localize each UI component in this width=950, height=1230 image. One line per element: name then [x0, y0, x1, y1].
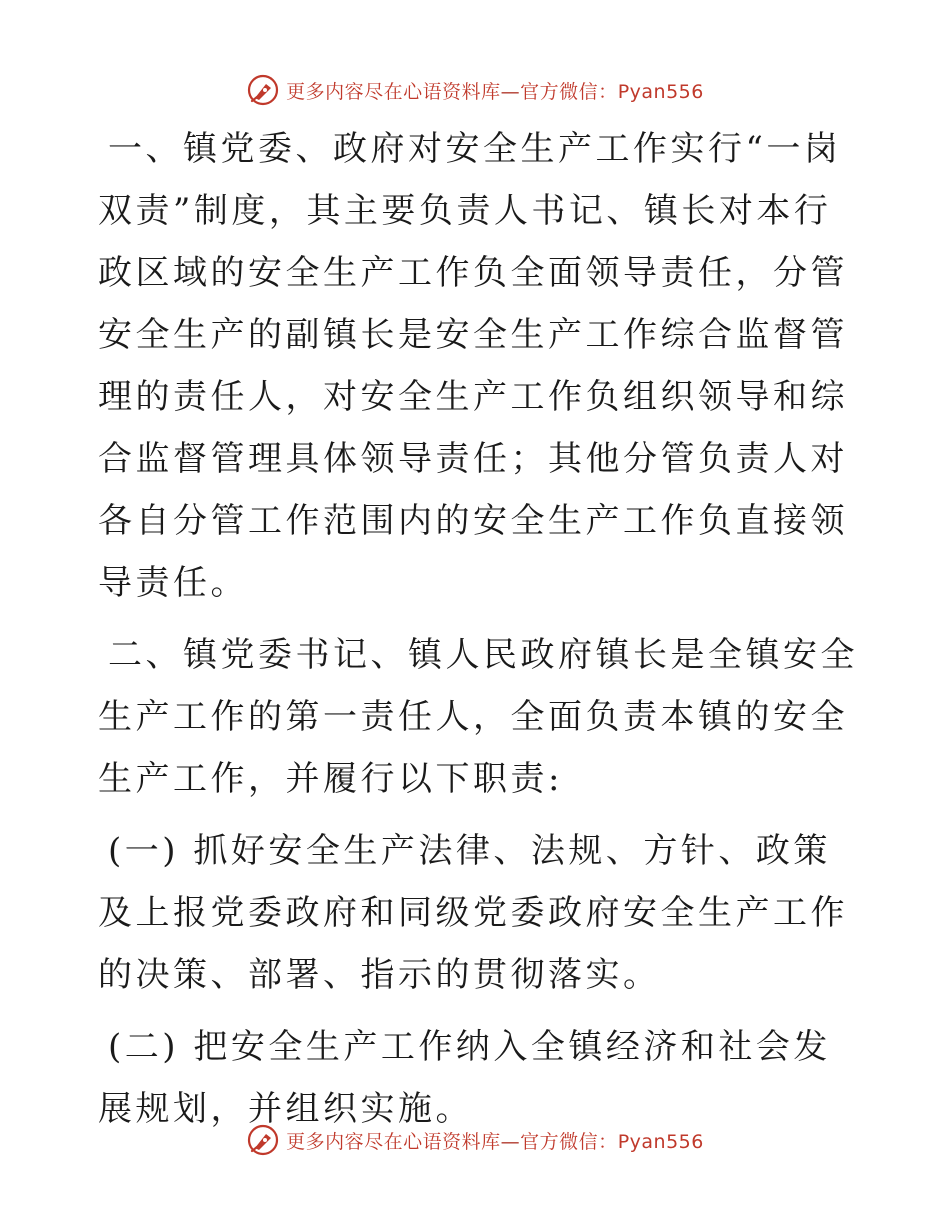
- document-body: [98, 118, 858, 1140]
- watermark-contact-handle: Pyan556: [617, 1130, 704, 1153]
- watermark-contact-label: 官方微信：: [520, 80, 618, 103]
- watermark-contact-handle: Pyan556: [617, 80, 704, 103]
- watermark-text: [286, 77, 704, 104]
- pen-nib-logo-icon: [246, 73, 280, 107]
- watermark-site-text: 更多内容尽在心语资料库: [286, 1130, 501, 1153]
- pen-nib-logo-icon: [246, 1123, 280, 1157]
- paragraph-2: 二、镇党委书记、镇人民政府镇长是全镇安全生产工作的第一责任人，全面负责本镇的安全生产工作，并履行以下职责:: [98, 635, 858, 799]
- watermark-separator: —: [500, 80, 521, 103]
- paragraph-4: (二) 把安全生产工作纳入全镇经济和社会发展规划，并组织实施。: [98, 1027, 831, 1129]
- watermark-contact-label: 官方微信：: [520, 1130, 618, 1153]
- footer-watermark: [0, 1120, 950, 1160]
- header-watermark: [0, 70, 950, 110]
- watermark-site-text: 更多内容尽在心语资料库: [286, 80, 501, 103]
- paragraph-1: 一、镇党委、政府对安全生产工作实行“一岗双责”制度，其主要负责人书记、镇长对本行政区域的安全生产工作负全面领导责任，分管安全生产的副镇长是安全生产工作综合监督管理的责任人，对安全生产工作负组织领导和综合监督管理具体领导责任；其他分管负责人对各自分管工作范围内的安全生产工作负直接领导责任。: [98, 129, 848, 603]
- watermark-separator: —: [500, 1130, 521, 1153]
- paragraph-3: (一) 抓好安全生产法律、法规、方针、政策及上报党委政府和同级党委政府安全生产工作的决策、部署、指示的贯彻落实。: [98, 831, 848, 995]
- watermark-text: [286, 1127, 704, 1154]
